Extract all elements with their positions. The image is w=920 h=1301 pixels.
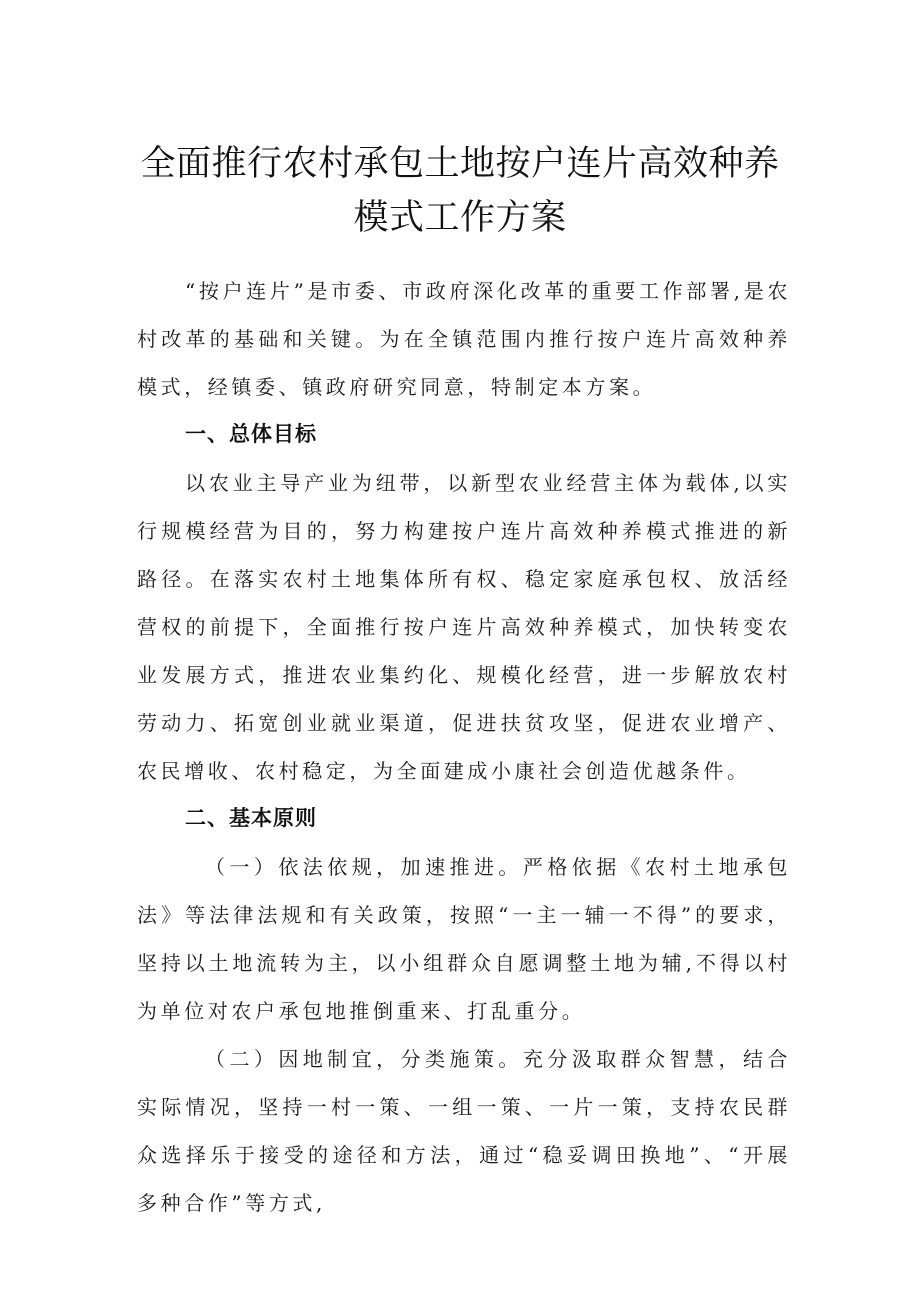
- section-1-paragraph: 以农业主导产业为纽带，以新型农业经营主体为载体,以实行规模经营为目的，努力构建按户连片高效种养模式推进的新路径。在落实农村土地集体所有权、稳定家庭承包权、放活经营权的前提下，全面推行按户连片高效种养模式，加快转变农业发展方式，推进农业集约化、规模化经营，进一步解放农村劳动力、拓宽创业就业渠道，促进扶贫攻坚，促进农业增产、农民增收、农村稳定，为全面建成小康社会创造优越条件。: [137, 471, 791, 783]
- section-2-heading: 二、基本原则: [185, 806, 317, 830]
- document-title-line-2: 模式工作方案: [353, 198, 567, 238]
- section-1-heading: 一、总体目标: [185, 422, 317, 446]
- document-title-line-1: 全面推行农村承包土地按户连片高效种养: [140, 144, 780, 184]
- intro-paragraph: “按户连片”是市委、市政府深化改革的重要工作部署,是农村改革的基础和关键。为在全镇范围内推行按户连片高效种养模式，经镇委、镇政府研究同意，特制定本方案。: [137, 279, 791, 399]
- principle-2-paragraph: （二）因地制宜，分类施策。充分汲取群众智慧，结合实际情况，坚持一村一策、一组一策、一片一策，支持农民群众选择乐于接受的途径和方法，通过“稳妥调田换地”、“开展多种合作”等方式,: [137, 1047, 791, 1215]
- principle-1-paragraph: （一）依法依规，加速推进。严格依据《农村土地承包法》等法律法规和有关政策，按照“一主一辅一不得”的要求，坚持以土地流转为主，以小组群众自愿调整土地为辅,不得以村为单位对农户承包地推倒重来、打乱重分。: [137, 855, 791, 1023]
